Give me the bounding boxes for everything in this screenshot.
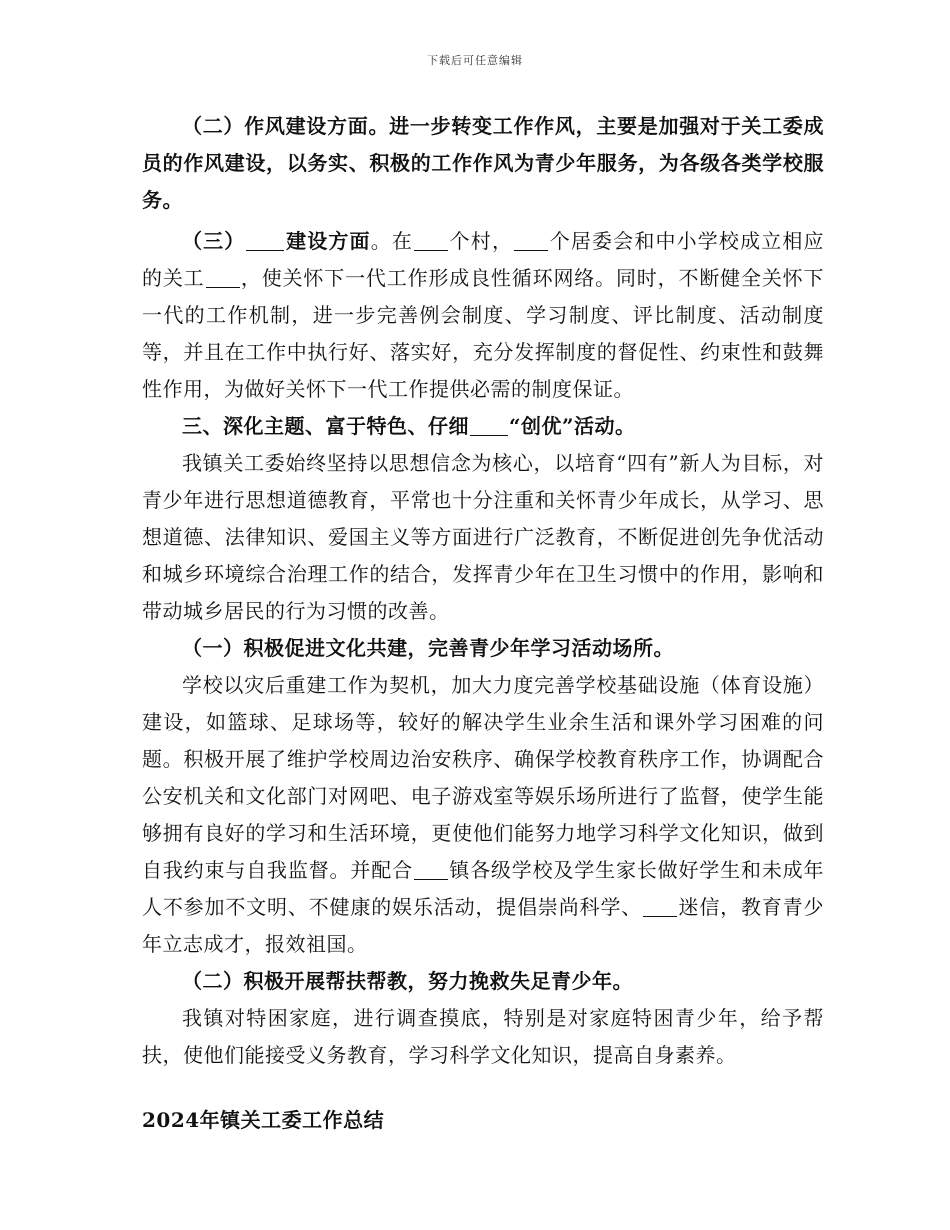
document-body: [142, 108, 824, 1139]
paragraph-school-facilities: [142, 667, 824, 963]
text-run: 个居委会和中小学校成立相应的关工: [142, 229, 825, 290]
blank-line: [643, 896, 677, 917]
text-run: 迷信，教育青少年立志成才，报效祖国。: [142, 895, 825, 956]
text-run: 个村，: [449, 229, 514, 253]
blank-line: [246, 230, 284, 251]
paragraph-poor-families: 我镇对特困家庭，进行调查摸底，特别是对家庭特困青少年，给予帮扶，使他们能接受义务教育，学习科学文化知识，提高自身素养。: [142, 1006, 824, 1067]
blank-line: [470, 415, 508, 436]
subheading-culture: （一）积极促进文化共建，完善青少年学习活动场所。: [182, 636, 674, 660]
paragraph-label: （三）: [182, 229, 246, 253]
text-run: 。在: [370, 229, 413, 253]
text-run: 三、深化主题、富于特色、仔细: [182, 414, 469, 438]
text-run: ，使关怀下一代工作形成良性循环网络。同时，不断健全关怀下一代的工作机制，进一步完善例会制度、学习制度、评比制度、活动制度等，并且在工作中执行好、落实好，充分发挥制度的督促性、约束性和鼓舞性作用，为做好关怀下一代工作提供必需的制度保证。: [142, 266, 825, 401]
paragraph-ideology-education: 我镇关工委始终坚持以思想信念为核心，以培育“四有”新人为目标，对青少年进行思想道德教育，平常也十分注重和关怀青少年成长，从学习、思想道德、法律知识、爱国主义等方面进行广泛教育，不断促进创先争优活动和城乡环境综合治理工作的结合，发挥青少年在卫生习惯中的作用，影响和带动城乡居民的行为习惯的改善。: [142, 451, 824, 623]
blank-line: [206, 267, 240, 288]
text-run: 学校以灾后重建工作为契机，加大力度完善学校基础设施（体育设施）建设，如篮球、足球场等，较好的解决学生业余生活和课外学习困难的问题。积极开展了维护学校周边治安秩序、确保学校教育秩序工作，协调配合公安机关和文化部门对网吧、电子游戏室等娱乐场所进行了监督，使学生能够拥有良好的学习和生活环境，更使他们能努力地学习科学文化知识，做到自我约束与自我监督。并配合: [142, 673, 824, 882]
section-heading-three: [142, 408, 824, 445]
paragraph-style-building: （二）作风建设方面。进一步转变工作作风，主要是加强对于关工委成员的作风建设，以务实、积极的工作作风为青少年服务，为各级各类学校服务。: [142, 114, 824, 212]
text-run: 镇各级学校及学生家长做好学生和未成年人不参加不文明、不健康的娱乐活动，提倡崇尚科学、: [142, 858, 825, 919]
subheading-assistance: （二）积极开展帮扶帮教，努力挽救失足青少年。: [182, 969, 633, 993]
text-run: “创优”活动。: [509, 414, 636, 438]
paragraph-system-building: [142, 223, 824, 408]
blank-line: [414, 230, 448, 251]
blank-line: [514, 230, 548, 251]
blank-line: [414, 859, 448, 880]
section-title: 2024年镇关工委工作总结: [142, 1108, 385, 1132]
page-header: 下载后可任意编辑: [427, 54, 523, 67]
paragraph-label: 建设方面: [285, 229, 371, 253]
